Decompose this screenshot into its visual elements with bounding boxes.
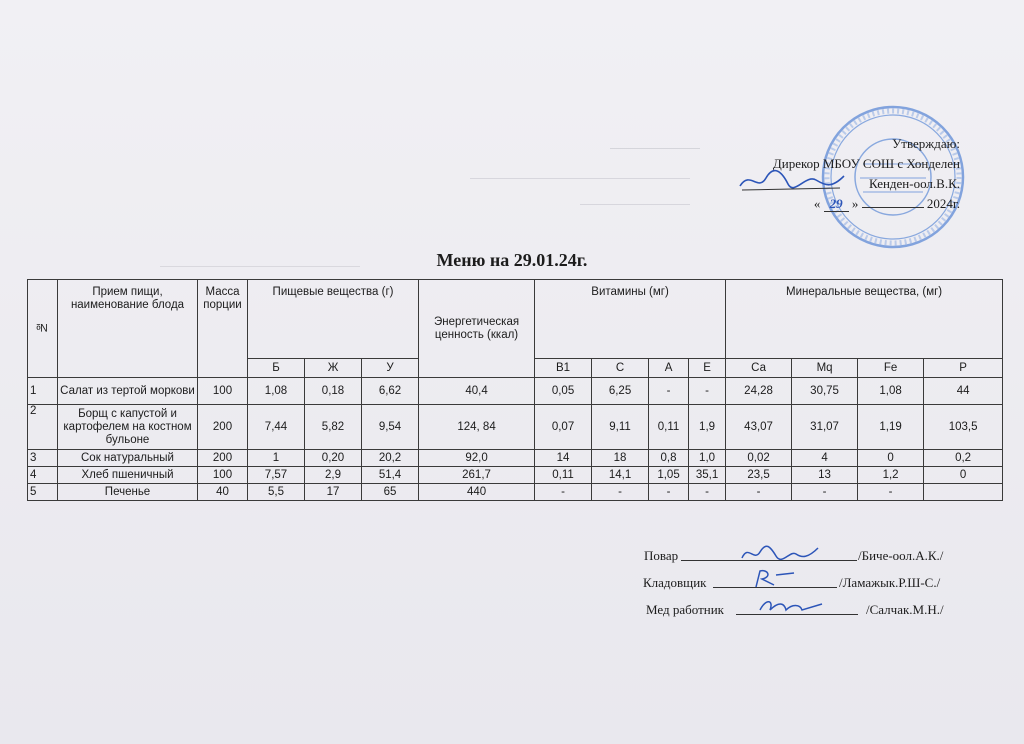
cell-c: 9,11 (592, 405, 649, 450)
date-month-blank (862, 195, 924, 208)
date-year: 2024г. (926, 196, 960, 211)
approval-signer (700, 174, 960, 194)
cell-fe: 1,08 (858, 378, 924, 405)
director-name: Кенден-оол.В.К. (869, 176, 960, 191)
cell-p: 103,5 (924, 405, 1003, 450)
cell-b1: - (535, 484, 592, 501)
subheader-c: С (592, 359, 649, 378)
cell-p: 0,2 (924, 450, 1003, 467)
cell-e: - (689, 484, 726, 501)
approval-block (700, 134, 960, 214)
bleed-through-mark (470, 170, 690, 179)
cell-number: 3 (28, 450, 58, 467)
cell-energy: 92,0 (419, 450, 535, 467)
cell-energy: 40,4 (419, 378, 535, 405)
subheader-ca: Са (726, 359, 792, 378)
cell-c: 14,1 (592, 467, 649, 484)
cell-mass: 100 (198, 378, 248, 405)
header-number: № (28, 280, 58, 378)
cell-ca: 23,5 (726, 467, 792, 484)
medic-signature-row (600, 596, 970, 623)
cell-protein: 7,44 (248, 405, 305, 450)
cell-carbs: 9,54 (362, 405, 419, 450)
cook-name: /Биче-оол.А.К./ (858, 548, 944, 563)
cell-p: 44 (924, 378, 1003, 405)
cell-a: - (649, 378, 689, 405)
table-row (28, 405, 1003, 450)
cell-a: 0,11 (649, 405, 689, 450)
cell-mass: 100 (198, 467, 248, 484)
table-row (28, 467, 1003, 484)
bleed-through-mark (610, 140, 700, 149)
cell-c: 6,25 (592, 378, 649, 405)
date-quote-close: » (851, 196, 859, 211)
cell-c: 18 (592, 450, 649, 467)
approval-position: Дирекор МБОУ СОШ с Хонделен (772, 156, 960, 171)
cell-a: - (649, 484, 689, 501)
storekeeper-name: /Ламажык.Р.Ш-С./ (839, 575, 941, 590)
cell-number: 2 (28, 405, 58, 450)
page-title: Меню на 29.01.24г. (436, 250, 588, 270)
cook-label: Повар (644, 548, 679, 563)
cell-mg: - (792, 484, 858, 501)
cell-p (924, 484, 1003, 501)
cell-meal: Печенье (58, 484, 198, 501)
cell-p: 0 (924, 467, 1003, 484)
subheader-a: А (649, 359, 689, 378)
cell-protein: 7,57 (248, 467, 305, 484)
cell-ca: - (726, 484, 792, 501)
cell-ca: 0,02 (726, 450, 792, 467)
subheader-mg: Мq (792, 359, 858, 378)
header-nutrients: Пищевые вещества (г) (248, 280, 419, 359)
table-row (28, 484, 1003, 501)
storekeeper-signature-row (600, 569, 970, 596)
cell-c: - (592, 484, 649, 501)
cell-mg: 30,75 (792, 378, 858, 405)
cell-ca: 24,28 (726, 378, 792, 405)
storekeeper-label: Кладовщик (643, 575, 707, 590)
subheader-carbs: У (362, 359, 419, 378)
cell-b1: 0,11 (535, 467, 592, 484)
cell-fat: 17 (305, 484, 362, 501)
cell-e: 1,9 (689, 405, 726, 450)
header-energy: Энергетическая ценность (ккал) (419, 280, 535, 378)
cell-mass: 200 (198, 450, 248, 467)
cell-fe: 0 (858, 450, 924, 467)
cell-fat: 0,20 (305, 450, 362, 467)
cell-b1: 14 (535, 450, 592, 467)
cell-a: 0,8 (649, 450, 689, 467)
cell-energy: 440 (419, 484, 535, 501)
date-day: 29 (824, 196, 849, 212)
subheader-p: Р (924, 359, 1003, 378)
menu-table (27, 279, 1003, 501)
cell-protein: 5,5 (248, 484, 305, 501)
cell-meal: Салат из тертой моркови (58, 378, 198, 405)
cook-signature (740, 542, 820, 564)
cell-e: - (689, 378, 726, 405)
subheader-b1: В1 (535, 359, 592, 378)
cell-carbs: 20,2 (362, 450, 419, 467)
cell-protein: 1,08 (248, 378, 305, 405)
cell-meal: Хлеб пшеничный (58, 467, 198, 484)
bleed-through-mark (580, 196, 690, 205)
table-row (28, 378, 1003, 405)
cell-protein: 1 (248, 450, 305, 467)
cell-number: 4 (28, 467, 58, 484)
cell-b1: 0,07 (535, 405, 592, 450)
cell-fe: 1,19 (858, 405, 924, 450)
header-meal: Прием пищи, наименование блода (58, 280, 198, 378)
cell-number: 1 (28, 378, 58, 405)
cell-carbs: 65 (362, 484, 419, 501)
cell-mg: 31,07 (792, 405, 858, 450)
cell-fe: 1,2 (858, 467, 924, 484)
medic-signature (756, 596, 826, 618)
header-mass: Масса порции (198, 280, 248, 378)
cell-mass: 40 (198, 484, 248, 501)
cell-mg: 4 (792, 450, 858, 467)
medic-label: Мед работник (646, 602, 724, 617)
signatures-block (600, 542, 970, 623)
subheader-fat: Ж (305, 359, 362, 378)
cell-fat: 2,9 (305, 467, 362, 484)
cell-carbs: 51,4 (362, 467, 419, 484)
table-row (28, 450, 1003, 467)
cell-fat: 5,82 (305, 405, 362, 450)
cell-energy: 124, 84 (419, 405, 535, 450)
cell-mass: 200 (198, 405, 248, 450)
cell-number: 5 (28, 484, 58, 501)
storekeeper-signature (750, 567, 800, 591)
header-minerals: Минеральные вещества, (мг) (726, 280, 1003, 359)
medic-name: /Салчак.М.Н./ (866, 602, 944, 617)
subheader-protein: Б (248, 359, 305, 378)
cook-signature-row (600, 542, 970, 569)
cell-fe: - (858, 484, 924, 501)
cell-meal: Сок натуральный (58, 450, 198, 467)
cell-b1: 0,05 (535, 378, 592, 405)
subheader-fe: Fe (858, 359, 924, 378)
approval-date (700, 194, 960, 214)
director-signature (736, 168, 846, 192)
cell-carbs: 6,62 (362, 378, 419, 405)
cell-fat: 0,18 (305, 378, 362, 405)
cell-mg: 13 (792, 467, 858, 484)
cell-energy: 261,7 (419, 467, 535, 484)
header-vitamins: Витамины (мг) (535, 280, 726, 359)
cell-a: 1,05 (649, 467, 689, 484)
cell-meal: Борщ с капустой и картофелем на костном бульоне (58, 405, 198, 450)
subheader-e: Е (689, 359, 726, 378)
cell-e: 1,0 (689, 450, 726, 467)
date-quote-open: « (813, 196, 821, 211)
cell-ca: 43,07 (726, 405, 792, 450)
cell-e: 35,1 (689, 467, 726, 484)
approval-heading: Утверждаю: (892, 136, 960, 151)
